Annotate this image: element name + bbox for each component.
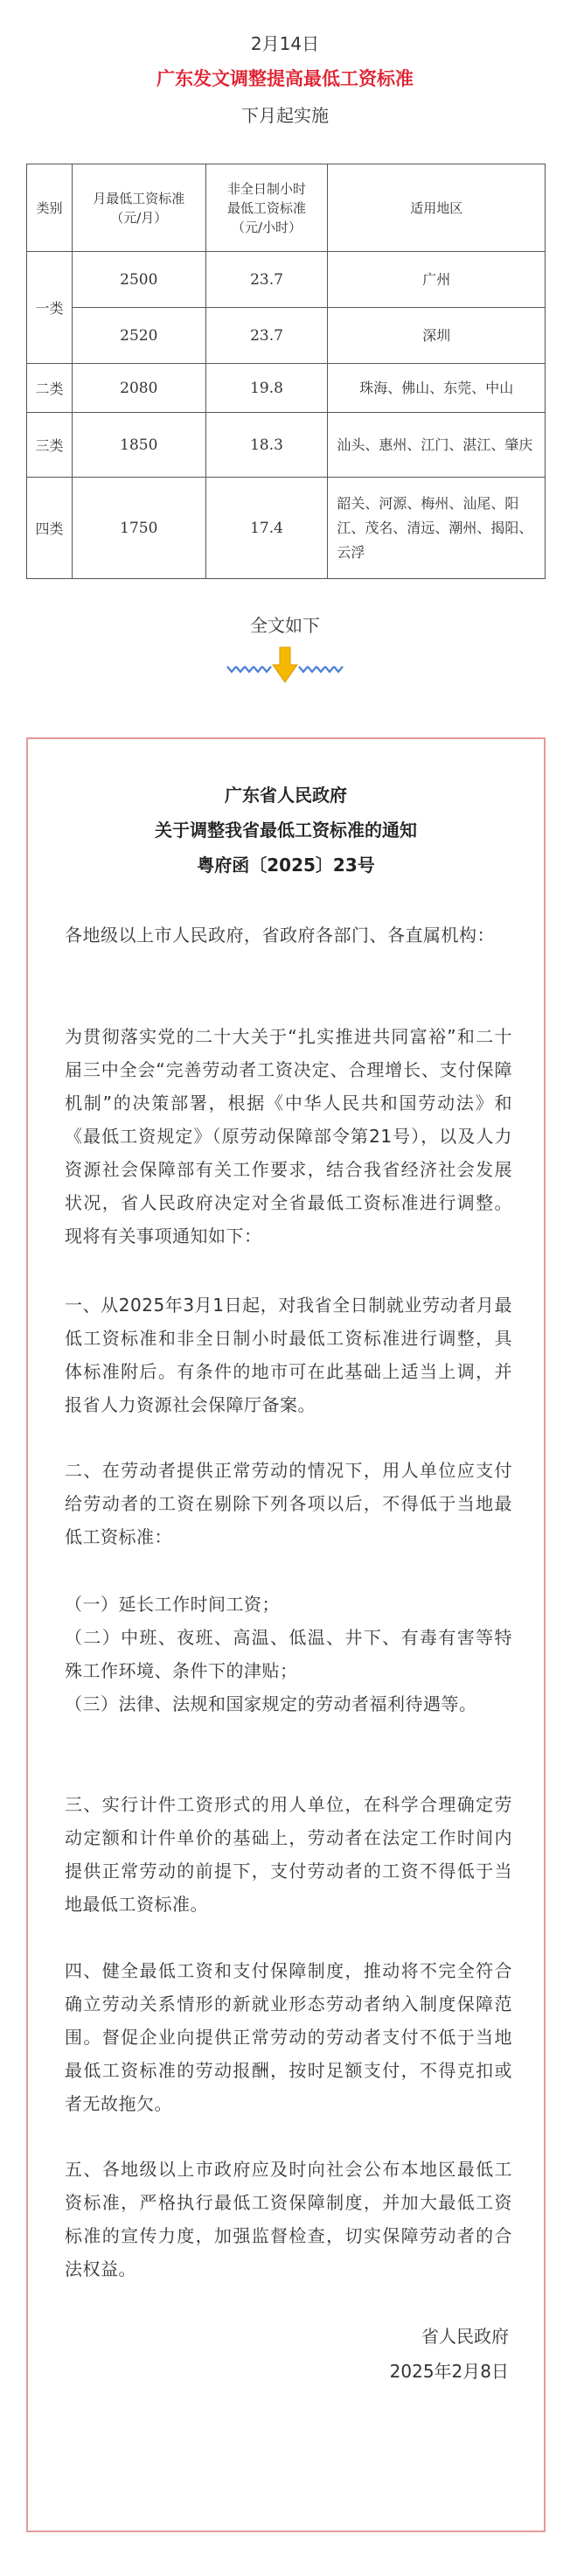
table-row — [27, 364, 546, 413]
notice-paragraph-1: 一、从2025年3月1日起，对我省全日制就业劳动者月最低工资标准和非全日制小时最低工资标准进行调整，具体标准附后。有条件的地市可在此基础上适当上调，并报省人力资源社会保障厅备案。 — [65, 1295, 512, 1415]
notice-paragraph-3: 三、实行计件工资形式的用人单位，在科学合理确定劳动定额和计件单价的基础上，劳动者在法定工作时间内提供正常劳动的前提下，支付劳动者的工资不得低于当地最低工资标准。 — [65, 1794, 512, 1915]
header-hourly-line-2: 最低工资标准 — [227, 199, 307, 216]
header-monthly-line-2: （元/月） — [110, 209, 168, 226]
area-cell: 深圳 — [328, 308, 546, 364]
table-row — [27, 252, 546, 308]
notice-document-number: 粤府函〔2025〕23号 — [197, 855, 375, 876]
down-arrow-icon — [226, 646, 344, 684]
notice-addressee: 各地级以上市人民政府，省政府各部门、各直属机构： — [65, 925, 495, 946]
area-cell: 广州 — [328, 252, 546, 308]
table-row — [27, 478, 546, 579]
notice-paragraph-intro: 为贯彻落实党的二十大关于“扎实推进共同富裕”和二十届三中全会“完善劳动者工资决定、合理增长、支付保障机制”的决策部署，根据《中华人民共和国劳动法》和《最低工资规定》（原劳动保障部令第21号），以及人力资源社会保障部有关工作要求，结合我省经济社会发展状况，省人民政府决定对全省最低工资标准进行调整。现将有关事项通知如下： — [65, 1026, 512, 1246]
table-row — [27, 413, 546, 478]
monthly-cell: 2080 — [72, 364, 205, 413]
category-cell: 一类 — [27, 252, 73, 364]
table-header-row — [27, 164, 546, 252]
notice-signer: 省人民政府 — [421, 2326, 509, 2347]
notice-paragraph-4: 四、健全最低工资和支付保障制度，推动将不完全符合确立劳动关系情形的新就业形态劳动者纳入制度保障范围。督促企业向提供正常劳动的劳动者支付不低于当地最低工资标准的劳动报酬，按时足额支付，不得克扣或者无故拖欠。 — [65, 1960, 512, 2114]
header-hourly — [205, 164, 328, 252]
header-hourly-line-3: （元/小时） — [232, 219, 302, 235]
notice-item-3: （三）法律、法规和国家规定的劳动者福利待遇等。 — [65, 1693, 477, 1714]
headline: 广东发文调整提高最低工资标准 — [156, 68, 414, 89]
monthly-cell: 2520 — [72, 308, 205, 364]
notice-paragraph-2: 二、在劳动者提供正常劳动的情况下，用人单位应支付给劳动者的工资在剔除下列各项以后，不得低于当地最低工资标准： — [65, 1460, 512, 1547]
publish-date: 2月14日 — [250, 33, 320, 54]
notice-sign-date: 2025年2月8日 — [389, 2361, 509, 2382]
notice-title-subject: 关于调整我省最低工资标准的通知 — [155, 820, 417, 841]
notice-item-1: （一）延长工作时间工资； — [65, 1594, 280, 1615]
category-cell: 三类 — [27, 413, 73, 478]
hourly-cell: 19.8 — [205, 364, 328, 413]
full-text-label: 全文如下 — [250, 615, 320, 636]
header-hourly-line-1: 非全日制小时 — [227, 180, 307, 197]
header-area: 适用地区 — [328, 164, 546, 252]
minimum-wage-table — [26, 164, 546, 579]
hourly-cell: 17.4 — [205, 478, 328, 579]
notice-item-2: （二）中班、夜班、高温、低温、井下、有毒有害等特殊工作环境、条件下的津贴； — [65, 1627, 512, 1681]
category-cell: 二类 — [27, 364, 73, 413]
notice-paragraph-5: 五、各地级以上市政府应及时向社会公布本地区最低工资标准，严格执行最低工资保障制度，并加大最低工资标准的宣传力度，加强监督检查，切实保障劳动者的合法权益。 — [65, 2159, 512, 2279]
hourly-cell: 23.7 — [205, 308, 328, 364]
hourly-cell: 23.7 — [205, 252, 328, 308]
monthly-cell: 2500 — [72, 252, 205, 308]
area-cell: 珠海、佛山、东莞、中山 — [328, 364, 546, 413]
monthly-cell: 1850 — [72, 413, 205, 478]
header-monthly-line-1: 月最低工资标准 — [93, 190, 185, 206]
header-monthly — [72, 164, 205, 252]
monthly-cell: 1750 — [72, 478, 205, 579]
area-cell: 韶关、河源、梅州、汕尾、阳江、茂名、清远、潮州、揭阳、云浮 — [328, 478, 546, 579]
header-category: 类别 — [27, 164, 73, 252]
chevrons-left-icon — [227, 667, 271, 672]
subline: 下月起实施 — [241, 105, 329, 126]
area-cell: 汕头、惠州、江门、湛江、肇庆 — [328, 413, 546, 478]
category-cell: 四类 — [27, 478, 73, 579]
notice-title-issuer: 广东省人民政府 — [225, 785, 347, 806]
chevrons-right-icon — [299, 667, 343, 672]
hourly-cell: 18.3 — [205, 413, 328, 478]
table-row — [27, 308, 546, 364]
